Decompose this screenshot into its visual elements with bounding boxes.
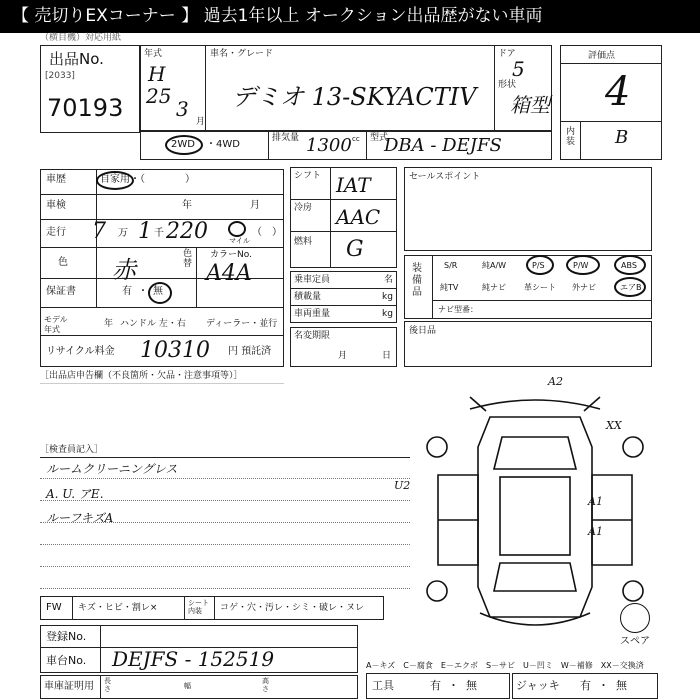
diagram-rear-left-wheel [427,581,447,601]
lot-number: 70193 [47,94,124,122]
cert-height: 高さ [262,677,269,693]
ac-value: AAC [336,205,381,229]
history-value: 自家用・（ ） [100,174,195,185]
mileage-unit3: マイル [229,237,250,245]
year-month-unit: 月 [196,117,206,127]
diagram-label-left: U2 [394,479,411,492]
displacement-unit: cc [352,135,360,143]
shift-value: IAT [336,173,371,197]
cert-label: 車庫証明用 [44,681,94,692]
fw-legend: キズ・ヒビ・割レ× [78,603,158,613]
inspection-year-unit: 年 [182,200,192,211]
mileage-unit1: 万 [118,228,128,239]
mileage-value2: 1 [138,219,152,244]
sales-point-box [404,167,652,251]
lot-box [40,45,140,133]
lot-stamp: [2033] [45,71,75,81]
equip-tv: 純TV [440,283,459,292]
equip-leather: 革シート [524,283,556,292]
recycle-unit: 円 預託済 [228,346,272,357]
color-code-label: カラーNo. [210,250,252,260]
diagram-front-right-wheel [623,437,643,457]
drive-2wd: 2WD [171,139,195,150]
displacement-label: 排気量 [272,133,300,143]
displacement-value: 1300 [306,135,352,156]
weight-label: 車両重量 [294,309,331,319]
equip-ps: P/S [532,261,545,270]
banner: 【 売切りEXコーナー 】 過去1年以上 オークション出品歴がない車両 [0,0,700,33]
equip-ext-navi: 外ナビ [572,283,596,292]
header-small: （横目機）対応用紙 [40,33,122,43]
jack-yes: 有 [580,679,591,692]
inspection-month-unit: 月 [250,200,260,211]
jack-no: 無 [616,679,627,692]
year-label: 年式 [144,49,163,59]
inspector-label: ［検査員記入］ [40,445,104,455]
inspector-line-3: ルーフキズA [46,511,114,525]
color-label: 色 [58,257,68,268]
tools-yes: 有 [430,679,441,692]
model-year-handle: ハンドル 左・右 [120,319,186,329]
recycle-label: リサイクル料金 [46,346,115,357]
fw-label: FW [46,602,62,613]
navi-model-label: ナビ型番： [438,305,478,314]
score-label: 評価点 [588,51,616,61]
fuel-label: 燃料 [294,237,313,247]
car-diagram [410,377,660,637]
diagram-roofline [470,400,600,409]
warranty-no: 無 [153,286,163,297]
capacity-label: 乗車定員 [294,275,331,285]
diagram-label-side-2: A1 [588,525,603,538]
deadline-day: 日 [382,351,392,361]
equip-airbag: エアB [620,283,642,292]
equip-aw: 純A/W [482,261,507,270]
model-value: デミオ 13-SKYACTIV [232,83,477,111]
diagram-label-right: XX [606,419,622,432]
seat-legend: コゲ・穴・汚レ・シミ・破レ・ヌレ [220,603,365,613]
model-year-label: モデル年式 [44,315,68,334]
auction-sheet: （横目機）対応用紙 出品No. [2033] 70193 年式 H 25 3 月 車名・グレード デミオ 13-SKYACTIV ドア 5 形状 箱型 評価点 4 内装 B 2WD ・4WD 排気量 1300 cc 型式 DBA - DEJFS 車歴 自家用・（ ） 車検 年 月 走行 7 万 1 千 220 マイル （ ） 色 赤 色替 カラーNo. A4A 保証書 有 ・ 無 モデル年式 年 ハンドル 左・右 ディーラー・並行 リサイクル料金 10310 円 預託済 シフト IAT 冷房 AAC 燃料 G 乗車定員 名 積載量 kg 車両重量 kg 名変期限 月 日 セールスポイント 装備品 S/R 純A/W P/S P/W ABS 純TV 純ナビ 革シート 外ナビ エアB ナビ型番： 後日品 ［出品店申告欄（不良箇所・欠品・注意事項等）］ ［検査員記入］ ルームクリーニングレス A. U. アE. ルーフキズA A2 XX U2 A1 A1 スペア FW キズ・ヒビ・割レ× シート内装 コゲ・穴・汚レ・シミ・破レ・ヌレ 登録No. 車台No. DEJFS - 152519 車庫証明用 長さ 幅 高さ A－キズ C－腐食 E－エクボ S－サビ U－凹ミ W－補修 XX－交換済 工具 有 ・ 無 ジャッキ 有 ・ 無 [0,33,700,700]
load-label: 積載量 [294,292,322,302]
after-note-box [404,321,652,367]
sales-point-label: セールスポイント [409,172,481,182]
seat-label: シート内装 [188,599,209,615]
interior-label: 内装 [566,127,576,147]
color-value: 赤 [112,256,136,284]
lot-label: 出品No. [49,50,104,68]
doors-value: 5 [512,57,525,81]
capacity-unit: 名 [384,275,394,285]
fuel-value: G [346,237,364,262]
tools-label: 工具 [372,679,394,692]
inspector-line-1: ルームクリーニングレス [46,462,178,476]
diagram-front-left-wheel [427,437,447,457]
mileage-value3: 220 [166,219,208,244]
mileage-label: 走行 [46,227,66,238]
spare-label: スペア [620,636,650,647]
warranty-yes: 有 [122,286,132,297]
ac-label: 冷房 [294,203,313,213]
diagram-label-side-1: A1 [588,495,603,508]
deadline-month: 月 [338,351,348,361]
drive-4wd: ・4WD [206,139,240,150]
after-note-label: 後日品 [409,326,437,336]
load-unit: kg [382,292,393,302]
recycle-value: 10310 [140,338,210,363]
diagram-roof [500,477,570,555]
tools-no: 無 [466,679,477,692]
model-label: 車名・グレード [210,49,274,59]
mileage-unit2: 千 [154,228,164,239]
interior-value: B [615,127,629,148]
inspector-line-2: A. U. アE. [46,487,104,501]
diagram-rear-window [494,563,576,591]
registration-label: 登録No. [46,630,87,643]
year-month: 3 [176,97,189,121]
color-code: A4A [206,261,252,286]
diagram-windshield [494,437,576,469]
warranty-label: 保証書 [46,286,76,297]
shift-label: シフト [294,171,322,181]
deadline-label: 名変期限 [294,331,331,341]
equipment-label: 装備品 [412,263,422,298]
diagram-label-top: A2 [548,375,563,388]
mileage-km-circle [228,221,246,237]
type-value: DBA - DEJFS [384,135,502,156]
score-value: 4 [605,69,631,115]
damage-legend: A－キズ C－腐食 E－エクボ S－サビ U－凹ミ W－補修 XX－交換済 [366,661,644,670]
inspection-label: 車検 [46,200,66,211]
chassis-label: 車台No. [46,654,87,667]
seller-note-label: ［出品店申告欄（不良箇所・欠品・注意事項等）］ [40,371,243,381]
doors-label: ドア [498,49,516,59]
shape-value: 箱型 [510,93,550,117]
equip-navi: 純ナビ [482,283,506,292]
equip-pw: P/W [573,261,589,270]
color-side: 色替 [183,249,193,269]
chassis-value: DEJFS - 152519 [112,647,275,671]
year-value: 25 [146,84,172,108]
mileage-paren: （ ） [252,227,282,238]
history-label: 車歴 [46,174,66,185]
mileage-value1: 7 [92,219,106,244]
spare-tire-icon [620,603,650,633]
jack-label: ジャッキ [516,679,560,692]
weight-unit: kg [382,309,393,319]
model-year-dealer: ディーラー・並行 [206,319,278,329]
type-label: 型式 [370,133,389,143]
diagram-rear-right-wheel [623,581,643,601]
equip-abs: ABS [621,261,637,270]
equip-sr: S/R [444,261,458,270]
cert-length: 長さ [104,677,111,693]
year-era: H [148,62,166,86]
cert-width: 幅 [184,682,191,690]
shape-label: 形状 [498,80,517,90]
model-year-unit: 年 [104,319,114,329]
